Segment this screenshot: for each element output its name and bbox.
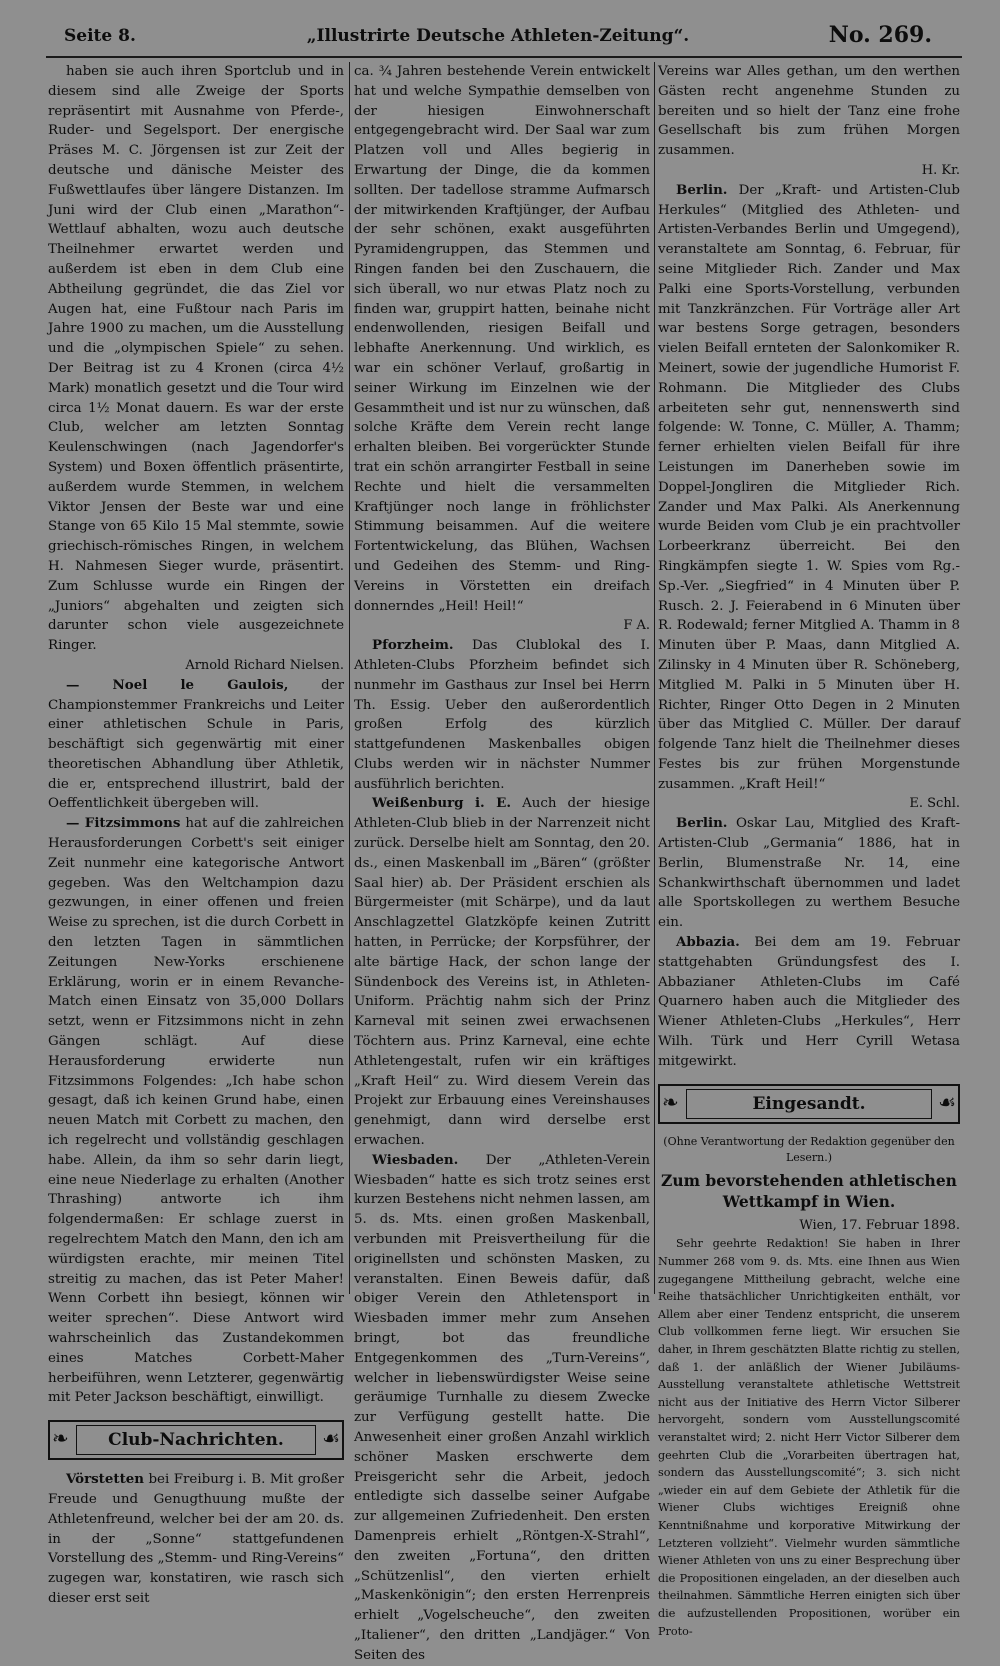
column-1 bbox=[48, 62, 344, 1606]
page-number: Seite 8. bbox=[64, 26, 136, 46]
article-berlin-herkules bbox=[658, 181, 960, 795]
article-lead: Weißenburg i. E. bbox=[372, 795, 512, 812]
journal-title: „Illustrirte Deutsche Athleten-Zeitung“. bbox=[306, 26, 690, 46]
article-text: bei Freiburg i. B. Mit großer Freude und Genugthuung mußte der Athletenfreund, welcher bei der am 20. ds. in der „Sonne“ stattgefundenen Vorstellung des „Stemm- und Ring-Vereins“ zugegen war, konstatiren, wie rasch sich dieser erst seit bbox=[48, 1472, 344, 1606]
article-voerstetten bbox=[48, 1470, 344, 1609]
article-text: Vereins war Alles gethan, um den werthen Gästen recht angenehme Stunden zu bereiten und so hielt der Tanz eine frohe Gesellschaft bis zum frühen Morgen zusammen. bbox=[658, 64, 960, 159]
column-2 bbox=[354, 62, 650, 1663]
article-noel-le-gaulois bbox=[48, 676, 344, 815]
article-pforzheim bbox=[354, 636, 650, 794]
article-fitzsimmons bbox=[48, 814, 344, 1408]
article-signature: E. Schl. bbox=[909, 796, 960, 812]
article-text: ca. ¾ Jahren bestehende Verein entwickelt hat und welche Sympathie demselben von der hiesigen Einwohnerschaft entgegengebracht wird. Der Saal war zum Platzen voll und Alles begierig in Erwartung der Dinge, die da kommen sollten. Der tadellose stramme Aufmarsch der mitwirkenden Kraftjünger, der Aufbau der sehr schönen, exakt ausgeführten Pyramidengruppen, das Stemmen und Ringen fanden bei den Zuschauern, die sich überall, wo nur etwas Platz noch zu finden war, gruppirt hatten, beinahe nicht endenwollenden, riesigen Beifall und lebhafte Anerkennung. Und wirklich, es war ein schöner Verlauf, großartig in seiner Wirkung im Einzelnen wie der Gesammtheit und ist nur zu wünschen, daß solche Kräfte dem Verein recht lange erhalten bleiben. Bei vorgerückter Stunde trat ein schön arrangirter Festball in seine Rechte und hielt die versammelten Kraftjünger noch lange in fröhlichster Stimmung beisammen. Auf die weitere Fortentwickelung, das Blühen, Wachsen und Gedeihen des Stemm- und Ring-Vereins in Vörstetten ein dreifach donnerndes „Heil! Heil!“ bbox=[354, 64, 650, 614]
article-text: Oskar Lau, Mitglied des Kraft-Artisten-Club „Germania“ 1886, hat in Berlin, Blumenstraße Nr. 14, eine Schankwirthschaft übernommen und ladet alle Sportskollegen zu werthem Besuche ein. bbox=[658, 816, 960, 931]
article-lead: Berlin. bbox=[676, 181, 728, 198]
article-signature: H. Kr. bbox=[921, 162, 960, 178]
issue-number: No. 269. bbox=[828, 22, 932, 48]
article-weissenburg bbox=[354, 794, 650, 1150]
article-title: Zum bevorstehenden athletischen Wettkampf in Wien. bbox=[661, 1170, 957, 1211]
article-berlin-lau bbox=[658, 814, 960, 933]
column-rule-1 bbox=[349, 62, 350, 1294]
article-text: Der „Kraft- und Artisten-Club Herkules“ (Mitglied des Athleten- und Artisten-Verbandes Berlin und Umgegend), veranstaltete am Sonntag, 6. Februar, für seine Mitglieder Rich. Zander und Max Palki eine Sports-Vorstellung, verbunden mit Tanzkränzchen. Für Vorträge aller Art war bestens Sorge getragen, besonders vielen Beifall ernteten der Salonkomiker R. Meinert, sowie der jugendliche Humorist F. Rohmann. Die Mitglieder des Clubs arbeiteten sehr gut, nennenswerth sind folgende: W. Tonne, C. Müller, A. Thamm; ferner erhielten vielen Beifall für ihre Leistungen im Danerheben sowie im Doppel-Jongliren die Mitglieder Rich. Zander und Max Palki. Als Anerkennung wurde Beiden vom Club je ein prachtvoller Lorbeerkranz überreicht. Bei den Ringkämpfen siegte 1. W. Spies vom Rg.-Sp.-Ver. „Siegfried“ in 4 Minuten über P. Rusch. 2. J. Feierabend in 6 Minuten über R. Rodewald; ferner Mitglied A. Thamm in 8 Minuten über P. Maas, dann Mitglied A. Zilinsky in 4 Minuten über R. Schöneberg, Mitglied M. Palki in 5 Minuten über H. Richter, Ringer Otto Degen in 2 Minuten über das Mitglied C. Müller. Der darauf folgende Tanz hielt die Theilnehmer dieses Festes bis zur frühen Morgenstunde zusammen. „Kraft Heil!“ bbox=[658, 182, 960, 792]
article-lead: — Fitzsimmons bbox=[66, 815, 181, 832]
article-text: Der „Athleten-Verein Wiesbaden“ hatte es sich trotz seines erst kurzen Bestehens nicht nehmen lassen, am 5. ds. Mts. einen großen Maskenball, verbunden mit Preisvertheilung für die originellsten und schönsten Masken, zu veranstalten. Einen Beweis dafür, daß obiger Verein den Athletensport in Wiesbaden immer mehr zum Ansehen bringt, bot das freundliche Entgegenkommen des „Turn-Vereins“, welcher in liebenswürdigster Weise seine geräumige Turnhalle zu diesem Zwecke zur Verfügung gestellt hatte. Die Anwesenheit einer großen Anzahl wirklich schöner Masken erschwerte dem Preisgericht sehr die Arbeit, jedoch entledigte sich dasselbe seiner Aufgabe zur allgemeinen Zufriedenheit. Den ersten Damenpreis erhielt „Röntgen-X-Strahl“, den zweiten „Fortuna“, den dritten „Schützenlisl“, den vierten erhielt „Maskenkönigin“; den ersten Herrenpreis erhielt „Vogelscheuche“, den zweiten „Italiener“, den dritten „Landjäger.“ Von Seiten des bbox=[354, 1152, 650, 1663]
article-signature: Arnold Richard Nielsen. bbox=[185, 657, 344, 673]
article-abbazia bbox=[658, 933, 960, 1072]
letter-text: Sehr geehrte Redaktion! Sie haben in Ihrer Nummer 268 vom 9. ds. Mts. eine Ihnen aus Wien zugegangene Mittheilung gebracht, welche eine Reihe thatsächlicher Unrichtigkeiten enthält, vor Allem aber einer Tendenz entspricht, die unserem Club vollkommen ferne liegt. Wir ersuchen Sie daher, in Ihrem geschätzten Blatte richtig zu stellen, daß 1. der anläßlich der Wiener Jubiläums-Ausstellung veranstaltete athletische Wettstreit nicht aus der Initiative des Herrn Victor Silberer hervorgeht, sondern vom Ausstellungscomité veranstaltet wird; 2. nicht Herr Victor Silberer dem geehrten Club die „Vorarbeiten übertragen hat, sondern das Ausstellungscomité“; 3. sich nicht „wieder ein auf dem Gebiete der Athletik für die Wiener Clubs wichtiges Ereigniß ohne Kenntnißnahme und korporative Mitwirkung der Letzteren vollzieht“. Vielmehr wurden sämmtliche Wiener Athleten von uns zu einer Besprechung über die Propositionen eingeladen, an der dieselben auch theilnahmen. Sämmtliche Herren einigten sich über die aufzustellenden Propositionen, worüber ein Proto- bbox=[658, 1237, 960, 1638]
column-3 bbox=[658, 62, 960, 1638]
article-lead: Wiesbaden. bbox=[372, 1151, 459, 1168]
section-banner-club-nachrichten bbox=[48, 1420, 344, 1460]
ornament-icon: ❧ bbox=[662, 1089, 679, 1114]
column-rule-2 bbox=[654, 62, 655, 1294]
article-lead: Pforzheim. bbox=[372, 637, 454, 654]
article-text: Auch der hiesige Athleten-Club blieb in der Narrenzeit nicht zurück. Derselbe hielt am Sonntag, den 20. ds., einen Maskenball im „Bären“ (größter Saal hier) ab. Der Präsident erschien als Bürgermeister (mit Schärpe), und da laut Anschlagzettel Glatzköpfe keinen Zutritt hatten, in Perrücke; der Korpsführer, der alte bärtige Hack, der schon lange der Sündenbock des Vereins ist, in Athleten-Uniform. Prächtig nahm sich der Prinz Karneval mit seinen zwei erwachsenen Töchtern aus. Prinz Karneval, eine echte Athletengestalt, rufen wir ein kräftiges „Kraft Heil“ zu. Wird diesem Verein das Projekt zur Erbauung eines Vereinshauses genehmigt, dann wird derselbe erst erwachen. bbox=[354, 796, 650, 1149]
section-title: Club-Nachrichten. bbox=[76, 1425, 316, 1455]
header-rule bbox=[46, 56, 962, 58]
ornament-icon: ☙ bbox=[322, 1426, 340, 1451]
article-text: Bei dem am 19. Februar stattgehabten Gründungsfest des I. Abbazianer Athleten-Clubs im Café Quarnero haben auch die Mitglieder des Wiener Athleten-Clubs „Herkules“, Herr Wilh. Türk und Herr Cyrill Wetasa mitgewirkt. bbox=[658, 935, 960, 1069]
section-title: Eingesandt. bbox=[686, 1089, 932, 1119]
article-lead: Abbazia. bbox=[676, 934, 740, 951]
article-lead: Berlin. bbox=[676, 815, 728, 832]
ornament-icon: ❧ bbox=[52, 1426, 69, 1451]
article-text: Das Clublokal des I. Athleten-Clubs Pforzheim befindet sich nunmehr im Gasthaus zur Insel bei Herrn Th. Essig. Ueber den außerordentlich großen Erfolg des kürzlich stattgefundenen Maskenballes obigen Clubs werden wir in nächster Nummer ausführlich berichten. bbox=[354, 638, 650, 792]
article-lead: — Noel le Gaulois, bbox=[66, 676, 289, 693]
article-text: haben sie auch ihren Sportclub und in diesem sind alle Zweige der Sports repräsentirt mit Ausnahme von Pferde-, Ruder- und Segelsport. Der energische Präses M. C. Jörgensen ist zur Zeit der deutsche und dänische Meister des Fußwettlaufes über längere Distanzen. Im Juni wird der Club einen „Marathon“-Wettlauf abhalten, wozu auch deutsche Theilnehmer erwartet werden und außerdem ist eben in dem Club eine Abtheilung gegründet, die das Ziel vor Augen hat, eine Fußtour nach Paris im Jahre 1900 zu machen, um die Ausstellung und die „olympischen Spiele“ zu sehen. Der Beitrag ist zu 4 Kronen (circa 4½ Mark) monatlich gesetzt und die Tour wird circa 1½ Monat dauern. Es war der erste Club, welcher am letzten Sonntag Keulenschwingen (nach Jagendorfer's System) und Boxen öffentlich präsentirte, außerdem wurde Stemmen, in welchem Viktor Jensen der Beste war und eine Stange von 65 Kilo 15 Mal stemmte, sowie griechisch-römisches Ringen, in welchem H. Nahmesen Sieger wurde, präsentirt. Zum Schlusse wurde ein Ringen der „Juniors“ abgehalten und zeigten sich darunter schon viele ausgezeichnete Ringer. bbox=[48, 64, 344, 654]
ornament-icon: ☙ bbox=[938, 1089, 956, 1114]
section-banner-eingesandt bbox=[658, 1084, 960, 1124]
article-text: der Championstemmer Frankreichs und Leiter einer athletischen Schule in Paris, beschäftigt sich gegenwärtig mit einer theoretischen Abhandlung über Athletik, die er, entsprechend illustrirt, bald der Oeffentlichkeit übergeben will. bbox=[48, 677, 344, 812]
article-text: hat auf die zahlreichen Herausforderungen Corbett's seit einiger Zeit nunmehr eine kategorische Antwort gegeben. Was den Weltchampion dazu gezwungen, in einer offenen und freien Weise zu sprechen, ist die durch Corbett in den letzten Tagen in sämmtlichen Zeitungen New-Yorks erschienene Erklärung, worin er in einem Revanche-Match einen Einsatz von 35,000 Dollars setzt, wenn er Fitzsimmons nicht in zehn Gängen schlägt. Auf diese Herausforderung erwiderte nun Fitzsimmons Folgendes: „Ich habe schon gesagt, daß ich keinen Grund habe, einen neuen Match mit Corbett zu machen, den ich regelrecht und vollständig geschlagen habe. Allein, da ihm so sehr darin liegt, eine neue Niederlage zu erhalten (Another Thrashing) antworte ich ihm folgendermaßen: Er schlage zuerst in regelrechtem Match den Mann, den ich am würdigsten erachte, mir meinen Titel streitig zu machen, das ist Peter Maher! Wenn Corbett ihn besiegt, können wir weiter sprechen“. Diese Antwort wird wahrscheinlich das Zustandekommen eines Matches Corbett-Maher herbeiführen, wenn Letzterer, gegenwärtig mit Peter Jackson beschäftigt, einwilligt. bbox=[48, 816, 344, 1406]
editorial-disclaimer: (Ohne Verantwortung der Redaktion gegenüber den Lesern.) bbox=[663, 1134, 955, 1164]
article-wiesbaden bbox=[354, 1151, 650, 1666]
article-lead: Vörstetten bbox=[66, 1471, 145, 1488]
article-dateline: Wien, 17. Februar 1898. bbox=[799, 1217, 960, 1233]
article-signature: F A. bbox=[623, 618, 650, 634]
page-header bbox=[64, 22, 932, 48]
